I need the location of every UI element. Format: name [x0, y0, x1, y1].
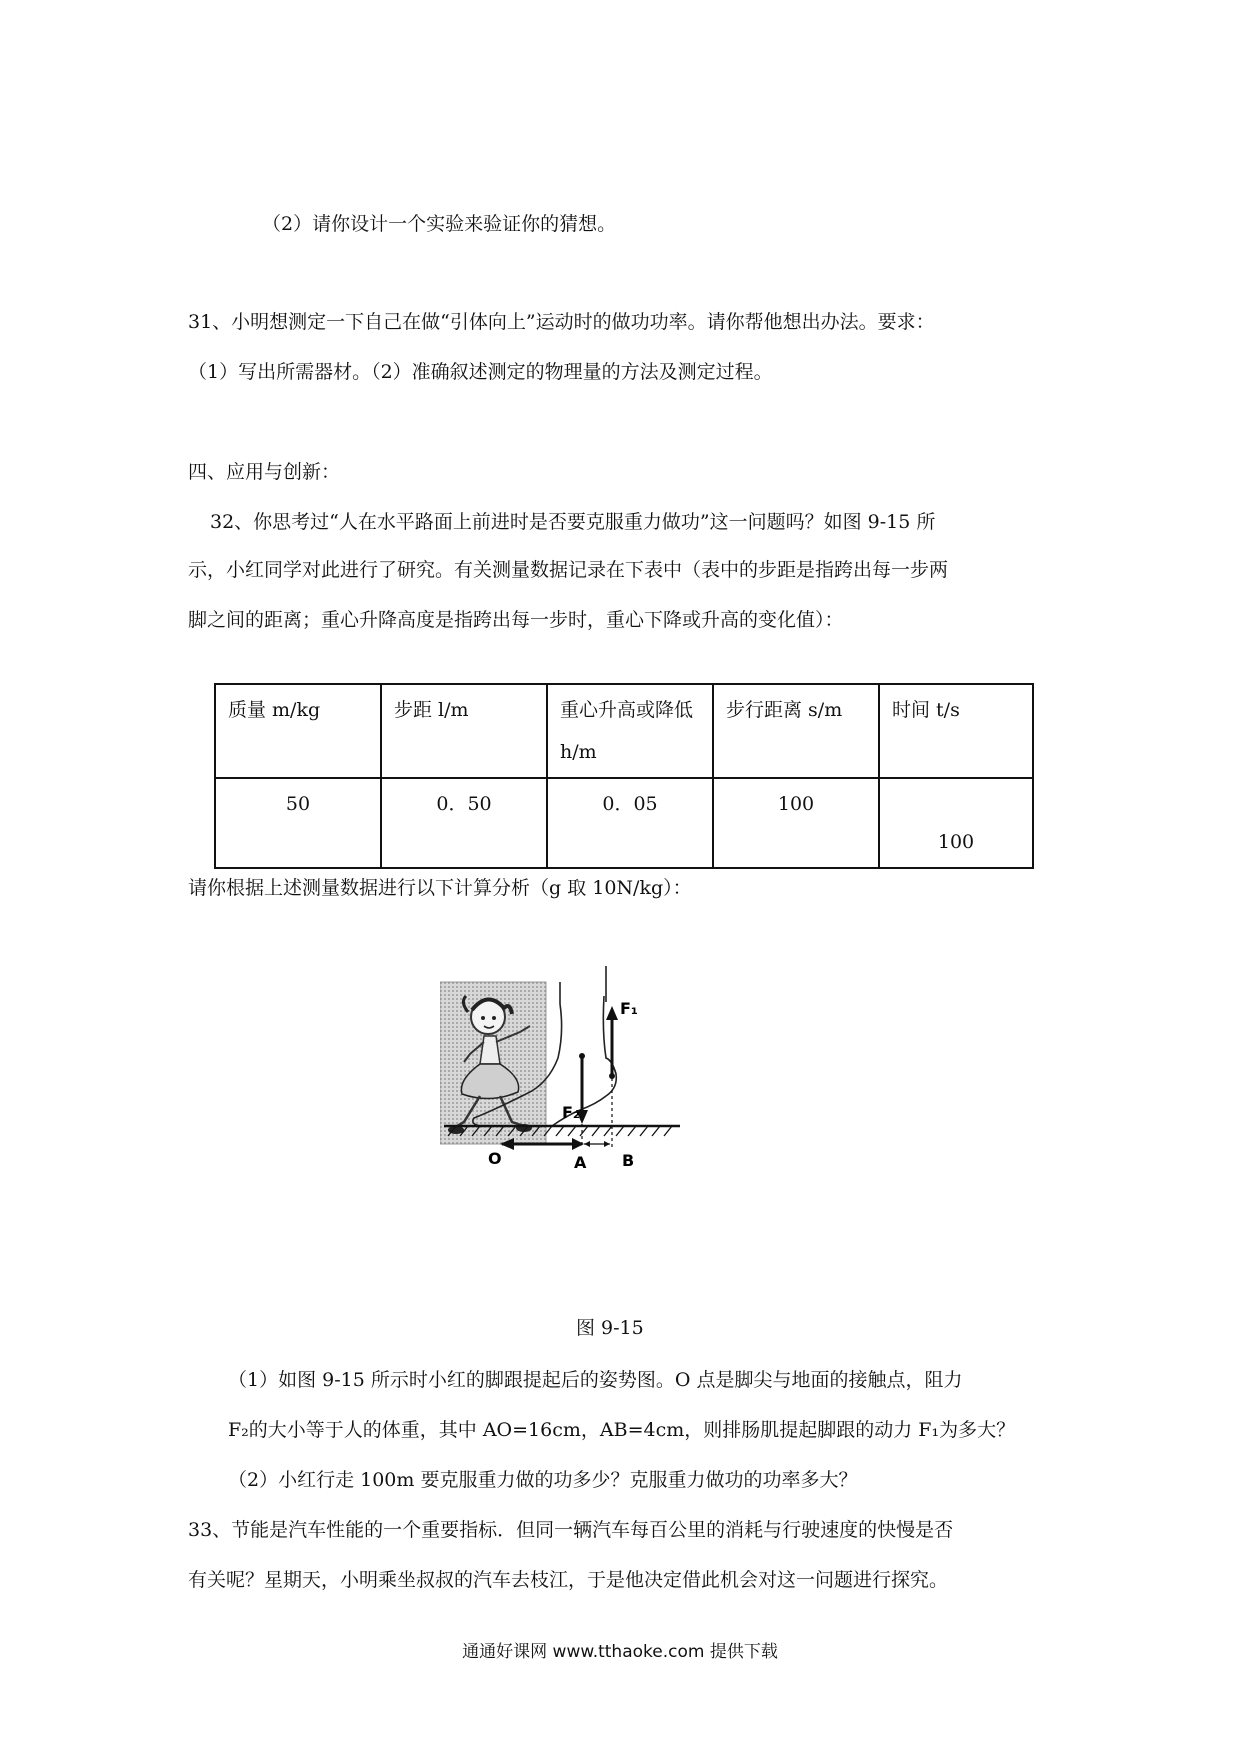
question-31-line-2: （1）写出所需器材。（2）准确叙述测定的物理量的方法及测定过程。 — [188, 361, 773, 383]
table-cell: 50 — [215, 778, 381, 868]
table-cell: 100 — [879, 778, 1033, 868]
figure-caption: 图 9-15 — [576, 1317, 644, 1339]
label-b: B — [622, 1151, 635, 1170]
label-f2: F₂ — [562, 1103, 580, 1122]
label-f1: F₁ — [620, 999, 638, 1018]
label-a: A — [574, 1153, 587, 1172]
girl-walking-image — [440, 982, 546, 1144]
question-33-line-1: 33、节能是汽车性能的一个重要指标．但同一辆汽车每百公里的消耗与行驶速度的快慢是否 — [188, 1519, 954, 1541]
question-32-line-2: 示，小红同学对此进行了研究。有关测量数据记录在下表中（表中的步距是指跨出每一步两 — [188, 559, 949, 581]
table-header-cell: 步行距离 s/m — [713, 684, 879, 778]
question-32-line-1: 32、你思考过“人在水平路面上前进时是否要克服重力做功”这一问题吗？如图 9-15 所 — [210, 511, 936, 533]
distance-ab-arrow — [584, 1141, 610, 1147]
sub-question-2b: （2）小红行走 100m 要克服重力做的功多少？克服重力做功的功率多大？ — [228, 1469, 858, 1491]
force-f1-arrow — [606, 1006, 618, 1079]
table-header-cell: 步距 l/m — [381, 684, 547, 778]
question-31-line-1: 31、小明想测定一下自己在做“引体向上”运动时的做功功率。请你帮他想出办法。要求： — [188, 311, 935, 333]
figure-9-15 — [440, 962, 820, 1202]
question-32-line-3: 脚之间的距离；重心升降高度是指跨出每一步时，重心下降或升高的变化值）： — [188, 609, 844, 631]
table-cell: 0．50 — [381, 778, 547, 868]
section-heading-4: 四、应用与创新： — [188, 461, 341, 483]
table-cell: 0．05 — [547, 778, 713, 868]
question-33-line-2: 有关呢？星期天，小明乘坐叔叔的汽车去枝江，于是他决定借此机会对这一问题进行探究。 — [188, 1569, 949, 1591]
measurement-table — [214, 683, 1034, 869]
table-header-row — [215, 684, 1033, 778]
sub-question-1-line-2: F₂的大小等于人的体重，其中 AO=16cm，AB=4cm，则排肠肌提起脚跟的动力 F₁为多大？ — [228, 1419, 1016, 1441]
table-header-cell: 时间 t/s — [879, 684, 1033, 778]
label-o: O — [488, 1149, 502, 1168]
table-row — [215, 778, 1033, 868]
footer-text: 通通好课网 www.tthaoke.com 提供下载 — [462, 1642, 778, 1662]
table-cell: 100 — [713, 778, 879, 868]
sub-question-1-line-1: （1）如图 9-15 所示时小红的脚跟提起后的姿势图。O 点是脚尖与地面的接触点，阻力 — [228, 1369, 963, 1391]
sub-question-2: （2）请你设计一个实验来验证你的猜想。 — [262, 213, 617, 235]
table-header-cell: 质量 m/kg — [215, 684, 381, 778]
table-header-cell: 重心升高或降低 h/m — [547, 684, 713, 778]
analysis-instruction: 请你根据上述测量数据进行以下计算分析（g 取 10N/kg）： — [188, 877, 692, 899]
